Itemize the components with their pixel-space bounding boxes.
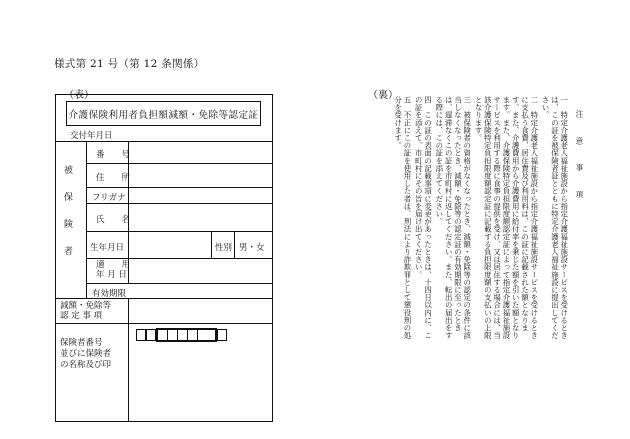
row-divider [86,163,272,164]
row-divider [86,283,272,284]
col-divider [128,298,129,422]
row-divider [56,323,272,324]
sex-options: 男・女 [239,243,265,253]
insurer-number-cell [217,329,227,341]
row-divider [86,258,272,259]
insurer-number-cell [197,329,207,341]
issue-date-label: 交付年月日 [70,131,113,141]
name-label: 氏 名 [96,215,131,225]
applicable-date-label: 適 用 年 月 日 [96,260,131,280]
note-item: 五 不正にこの証を使用した者は、刑法により詐欺罪として懲役刑の処分を受けます。 [393,96,412,340]
insurer-number-cell [187,329,197,341]
row-divider [56,141,272,142]
note-item: 一 特定介護老人福祉施設から指定介護福祉施設サービスを受けるときは、この証を被保険者証とともに特定介護老人福祉施設に提出してください。 [541,96,569,340]
col-divider [234,231,235,258]
notes-heading: 注 意 事 項 [575,110,584,204]
row-divider [86,231,272,232]
birth-date-label: 生年月日 [90,243,125,253]
insurer-number-cell [177,329,187,341]
notes-text [388,96,584,346]
reduction-items-label: 減額・免除等 認 定 事 項 [60,301,112,321]
insurer-number-cell [136,329,146,341]
col-divider [211,231,212,258]
certificate-title: 介護保険利用者負担額減額・免除等認定証 [66,101,261,126]
expiry-label: 有効期限 [92,289,127,299]
note-item: 四 この証の表面の記載事項に変更があったときは、十四日以内に、この証を添えて、市町村にその旨を届け出てください。 [414,96,433,340]
row-divider [86,187,272,188]
note-item: 二 特定介護老人福祉施設から指定介護福祉施設サービスを受けるときに支払う食費、居住費及び利用料は、この証に記載された額となります。また、介護費用から介護費用に給付率を乗じた額を引いた額となります。また、介護保険特定負担限度額認定証によって指定介護福祉施設サービスを利用する際に食事の提供を受け、又は居住する場合には、当該介護保険特定負担限度額認定証に記載する負担限度額の支払いの上限となります。 [474,96,539,340]
insurer-number-cell [167,329,177,341]
number-label: 番 号 [96,150,131,160]
insurer-number-cell [146,329,156,341]
back-side-label: （裏） [368,90,398,101]
form-number: 様式第 21 号（第 12 条関係） [54,58,205,70]
row-divider [56,298,272,299]
furigana-label: フリガナ [92,193,126,203]
col-divider [86,141,87,298]
insurer-label: 保険者番号 並びに保険者 の名称及び印 [60,338,112,370]
insured-person-label: 被保険者 [62,165,72,273]
note-item: 三 被保険者の資格がなくなったとき、減額・免除等の認定の条件に該当しなくなったとき、減額・免除等の認定証の有効期限に至ったときは、遅滞なくこの証を市町村に返してください。また、転出の届出をする際には、この証を添えてください。 [434,96,472,340]
row-divider [86,203,272,204]
sex-label: 性別 [215,243,233,253]
certificate-front [55,94,273,422]
front-side-label: （表） [64,90,94,101]
address-label: 住 所 [96,173,131,183]
